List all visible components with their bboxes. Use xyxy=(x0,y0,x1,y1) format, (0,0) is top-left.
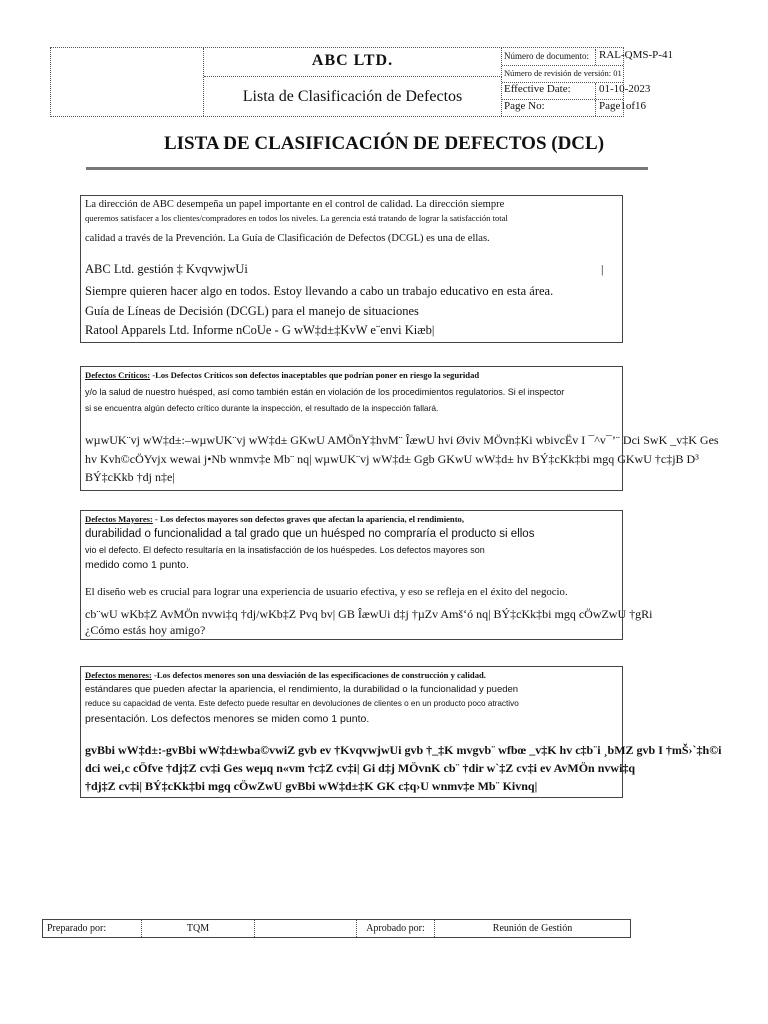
intro-line-6: Guía de Líneas de Decisión (DCGL) para el manejo de situaciones xyxy=(85,304,419,318)
meta-row-doc-number xyxy=(502,48,673,66)
major-line-7: ¿Cómo estás hoy amigo? xyxy=(85,623,206,637)
intro-line-3: calidad a través de la Prevención. La Guía de Clasificación de Defectos (DCGL) es una de ellas. xyxy=(85,233,490,244)
critical-line-2: y/o la salud de nuestro huésped, así como también están en violación de los procedimientos regulatorios. Si el inspector xyxy=(85,387,565,397)
meta-key: Page No: xyxy=(504,100,545,112)
intro-line-4: ABC Ltd. gestión ‡ KvqvwjwUi xyxy=(85,262,248,276)
intro-line-2: queremos satisfacer a los clientes/compradores en todos los niveles. La gerencia está tratando de lograr la satisfacción total xyxy=(85,213,508,223)
meta-key: Número de revisión de versión: 01 xyxy=(504,68,622,78)
title-divider xyxy=(86,167,648,170)
meta-value: Page1of16 xyxy=(595,100,646,116)
company-name: ABC LTD. xyxy=(204,48,502,77)
minor-line-6: dci wei‚c cÖfve †dj‡Z cv‡i Ges weµq n«vm †c‡Z cv‡i| Gi d‡j MÖvnK cb¨ †dir w`‡Z cv‡i ev AvMÖn nvwi‡q xyxy=(85,761,636,775)
meta-row-effective-date xyxy=(502,82,651,100)
major-line-5: El diseño web es crucial para lograr una experiencia de usuario efectiva, y eso se refleja en el éxito del negocio. xyxy=(85,586,568,598)
minor-line-4: presentación. Los defectos menores se miden como 1 punto. xyxy=(85,713,370,725)
signature-table xyxy=(42,919,631,938)
logo-cell xyxy=(51,48,204,116)
minor-line-5: gvBbi wW‡d±:-gvBbi wW‡d±wba©vwiZ gvb ev †KvqvwjwUi gvb †_‡K mvgvb¨ wfbœ _v‡K hv c‡b¨i ¸bMZ gvb I †mŠ›`‡h©i xyxy=(85,743,722,757)
main-title: LISTA DE CLASIFICACIÓN DE DEFECTOS (DCL) xyxy=(163,133,605,154)
minor-defects-box xyxy=(80,666,722,798)
approved-by-value: Reunión de Gestión xyxy=(492,923,573,934)
critical-line-3: si se encuentra algún defecto crítico durante la inspección, el resultado de la inspección fallará. xyxy=(85,403,439,413)
minor-heading: Defectos menores: -Los defectos menores son una desviación de las especificaciones de construcción y calidad. xyxy=(85,670,486,680)
meta-key: Effective Date: xyxy=(504,83,571,95)
minor-line-3: reduce su capacidad de venta. Este defecto puede resultar en devoluciones de clientes o en un producto poco atractivo xyxy=(85,699,519,708)
critical-line-6: BÝ‡cKkb †dj n‡e| xyxy=(85,470,175,484)
major-line-6: cb¨wU wKb‡Z AvMÖn nvwi‡q †dj/wKb‡Z Pvq bv| GB ÎæwUi d‡j †µZv Amš‘ó nq| BÝ‡cKk‡bi mgq cÖwZwU †gRi xyxy=(85,607,653,621)
minor-line-7: †dj‡Z cv‡i| BÝ‡cKk‡bi mgq cÖwZwU gvBbi wW‡d±‡K GK c‡q›U wnmv‡e Mb¨ Kivnq| xyxy=(85,779,538,793)
document-header xyxy=(50,47,673,117)
minor-line-2: estándares que pueden afectar la apariencia, el rendimiento, la durabilidad o la funcionalidad y pueden xyxy=(85,684,519,695)
major-line-3: vio el defecto. El defecto resultaría en la insatisfacción de los huéspedes. Los defectos mayores son xyxy=(85,545,485,555)
intro-line-5: Siempre quieren hacer algo en todos. Estoy llevando a cabo un trabajo educativo en esta área. xyxy=(85,284,554,298)
approved-by-label: Aprobado por: xyxy=(357,920,435,937)
critical-line-4: wµwUK¨vj wW‡d±:–wµwUK¨vj wW‡d± GKwU AMÖnY‡hvM¨ ÎæwU hvi Øviv MÖvn‡Ki wbivcËv I ¯^v¯’¨ Dci SwK _v‡K Ges xyxy=(85,433,719,447)
meta-value: RAL-QMS-P-41 xyxy=(595,49,673,65)
major-line-4: medido como 1 punto. xyxy=(85,559,189,571)
separator-bar: | xyxy=(601,262,604,276)
major-defects-box xyxy=(80,510,653,640)
empty-signature-cell xyxy=(255,920,357,937)
intro-line-1: La dirección de ABC desempeña un papel importante en el control de calidad. La dirección siempre xyxy=(85,199,505,210)
meta-value: 01-10-2023 xyxy=(595,83,650,99)
meta-key: Número de documento: xyxy=(504,51,589,61)
intro-line-7: Ratool Apparels Ltd. Informe nCoUe - G wW‡d±‡KvW e¨envi Kiæb| xyxy=(85,323,435,337)
prepared-by-label: Preparado por: xyxy=(43,920,142,937)
critical-line-5: hv Kvh©cÖYvjx wewai j•Nb wnmv‡e Mb¨ nq| wµwUK¨vj wW‡d± Ggb GKwU wW‡d± hv BÝ‡cKk‡bi mgq GKwU †c‡jB D³ xyxy=(85,452,699,466)
prepared-by-value: TQM xyxy=(142,920,255,937)
major-heading: Defectos Mayores: - Los defectos mayores son defectos graves que afectan la apariencia, el rendimiento, xyxy=(85,514,465,524)
document-title: Lista de Clasificación de Defectos xyxy=(204,77,502,116)
critical-defects-box xyxy=(80,366,719,491)
meta-row-revision xyxy=(502,65,623,83)
intro-box xyxy=(80,195,623,343)
meta-row-page-no xyxy=(502,99,647,116)
major-line-2: durabilidad o funcionalidad a tal grado que un huésped no compraría el producto si ellos xyxy=(85,528,535,540)
critical-heading: Defectos Críticos: -Los Defectos Críticos son defectos inaceptables que podrían poner en riesgo la seguridad xyxy=(85,370,480,380)
